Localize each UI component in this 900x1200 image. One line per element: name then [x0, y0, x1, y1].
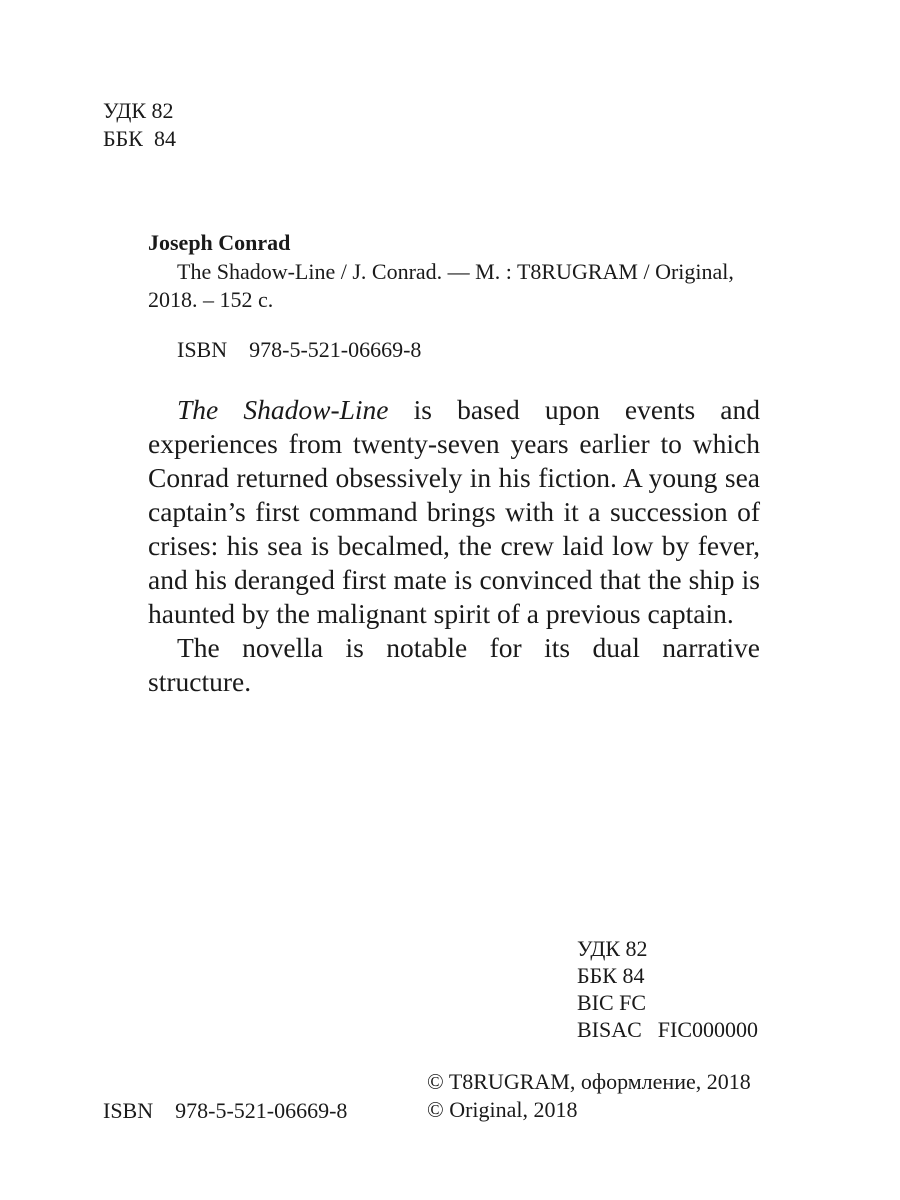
bic-code: BIC FC: [577, 990, 647, 1015]
isbn-label: ISBN: [177, 337, 228, 362]
bibliographic-entry: [148, 258, 760, 314]
isbn-footer: [103, 1097, 347, 1125]
bisac-code: [577, 1016, 758, 1043]
udk-code-bottom: УДК 82: [577, 936, 648, 961]
annotation-paragraph-2: The novella is notable for its dual narrative structure.: [148, 632, 760, 697]
top-classification-block: [103, 97, 176, 153]
copyright-design: © T8RUGRAM, оформление, 2018: [427, 1069, 751, 1094]
author-name: Joseph Conrad: [148, 230, 291, 255]
bisac-number: FIC000000: [657, 1017, 759, 1042]
bib-year-pages: 2018. – 152 c.: [148, 287, 274, 312]
copyright-original: © Original, 2018: [427, 1097, 578, 1122]
isbn-entry: [177, 336, 421, 364]
book-title-italic: The Shadow-Line: [177, 394, 389, 425]
annotation: [148, 393, 760, 699]
bottom-classification-block: [577, 935, 758, 1043]
copyright-block: [427, 1068, 751, 1124]
bbk-code: ББК 84: [103, 126, 176, 151]
isbn-footer-number: 978-5-521-06669-8: [175, 1098, 348, 1123]
isbn-footer-label: ISBN: [103, 1098, 154, 1123]
udk-code: УДК 82: [103, 98, 174, 123]
annotation-paragraph-1: [148, 393, 760, 631]
bisac-label: BISAC: [577, 1017, 642, 1042]
annotation-paragraph-1-text: is based upon events and experiences from twenty-seven years earlier to which Conrad returned obsessively in his fiction. A young sea captain’s first command brings with it a succession of crises: his sea is becalmed, the crew laid low by fever, and his deranged first mate is convinced that the ship is haunted by the malignant spirit of a previous captain.: [148, 394, 761, 629]
bbk-code-bottom: ББК 84: [577, 963, 645, 988]
bib-title-line: The Shadow-Line / J. Conrad. — M. : T8RUGRAM / Original,: [177, 259, 734, 284]
isbn-number: 978-5-521-06669-8: [249, 337, 422, 362]
